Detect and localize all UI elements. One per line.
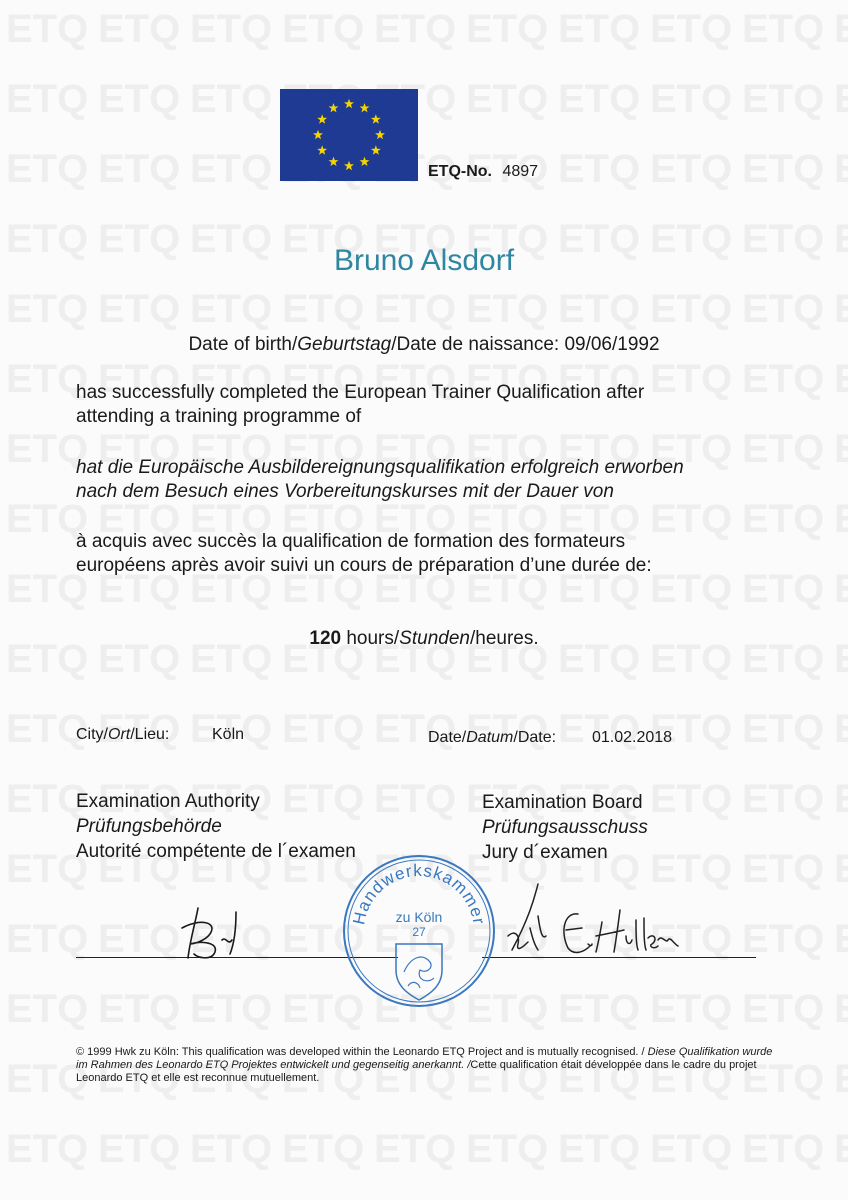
authority-fr: Autorité compétente de l´examen bbox=[76, 841, 356, 862]
etq-number: 4897 bbox=[502, 163, 539, 180]
birth-label-de: Geburtstag bbox=[297, 334, 392, 355]
etq-number-line bbox=[428, 163, 538, 181]
footer-fr: Cette qualification était développée dans le cadre du projet Leonardo ETQ et elle est reconnue mutuellement. bbox=[76, 1059, 757, 1084]
official-stamp-icon bbox=[340, 852, 498, 1010]
statement-de-line: nach dem Besuch eines Vorbereitungskurses mit der Dauer von bbox=[76, 481, 614, 502]
examination-authority bbox=[76, 789, 356, 864]
board-de: Prüfungsausschuss bbox=[482, 817, 648, 838]
statement-de-line: hat die Europäische Ausbildereignungsqualifikation erfolgreich erworben bbox=[76, 457, 684, 478]
stamp-number: 27 bbox=[412, 925, 426, 939]
etq-label: ETQ-No. bbox=[428, 163, 492, 180]
footer-de: Diese Qualifikation wurde im Rahmen des Leonardo ETQ Projektes entwickelt und gegenseitig anerkannt. / bbox=[76, 1046, 773, 1071]
statement-fr bbox=[76, 530, 776, 578]
date-value: 01.02.2018 bbox=[592, 729, 673, 746]
birth-value: 09/06/1992 bbox=[564, 334, 660, 355]
birth-label-fr: /Date de naissance: bbox=[391, 334, 565, 355]
duration-value: 120 bbox=[309, 628, 342, 649]
duration-unit-de: Stunden bbox=[399, 628, 470, 649]
date-label: Date/Datum/Date: bbox=[428, 729, 557, 746]
date-of-birth-line bbox=[0, 334, 848, 356]
statement-fr-line: européens après avoir suivi un cours de préparation d’une durée de: bbox=[76, 555, 652, 576]
examination-board bbox=[482, 790, 648, 865]
duration-line bbox=[0, 628, 848, 650]
city-value: Köln bbox=[212, 726, 245, 743]
statement-fr-line: à acquis avec succès la qualification de formation des formateurs bbox=[76, 531, 626, 552]
authority-signature bbox=[170, 900, 250, 962]
stamp-text: Handwerkskammer bbox=[349, 860, 489, 927]
statement-en-line: has successfully completed the European Trainer Qualification after bbox=[76, 382, 645, 403]
statement-en bbox=[76, 381, 776, 429]
recipient-name: Bruno Alsdorf bbox=[333, 244, 515, 277]
birth-label-en: Date of birth/ bbox=[188, 334, 298, 355]
duration-unit-en: hours/ bbox=[341, 628, 400, 649]
footer-en: © 1999 Hwk zu Köln: This qualification was developed within the Leonardo ETQ Project and is mutually recognised. / bbox=[76, 1046, 648, 1058]
city-label: City/Ort/Lieu: bbox=[76, 726, 170, 743]
authority-de: Prüfungsbehörde bbox=[76, 816, 222, 837]
authority-en: Examination Authority bbox=[76, 791, 260, 812]
footer-notice bbox=[76, 1046, 776, 1085]
eu-flag-icon bbox=[280, 89, 418, 181]
board-en: Examination Board bbox=[482, 792, 643, 813]
board-fr: Jury d´examen bbox=[482, 842, 608, 863]
stamp-city: zu Köln bbox=[395, 909, 443, 925]
board-signature bbox=[498, 880, 688, 960]
duration-unit-fr: /heures. bbox=[469, 628, 539, 649]
statement-de bbox=[76, 456, 776, 504]
statement-en-line: attending a training programme of bbox=[76, 406, 362, 427]
